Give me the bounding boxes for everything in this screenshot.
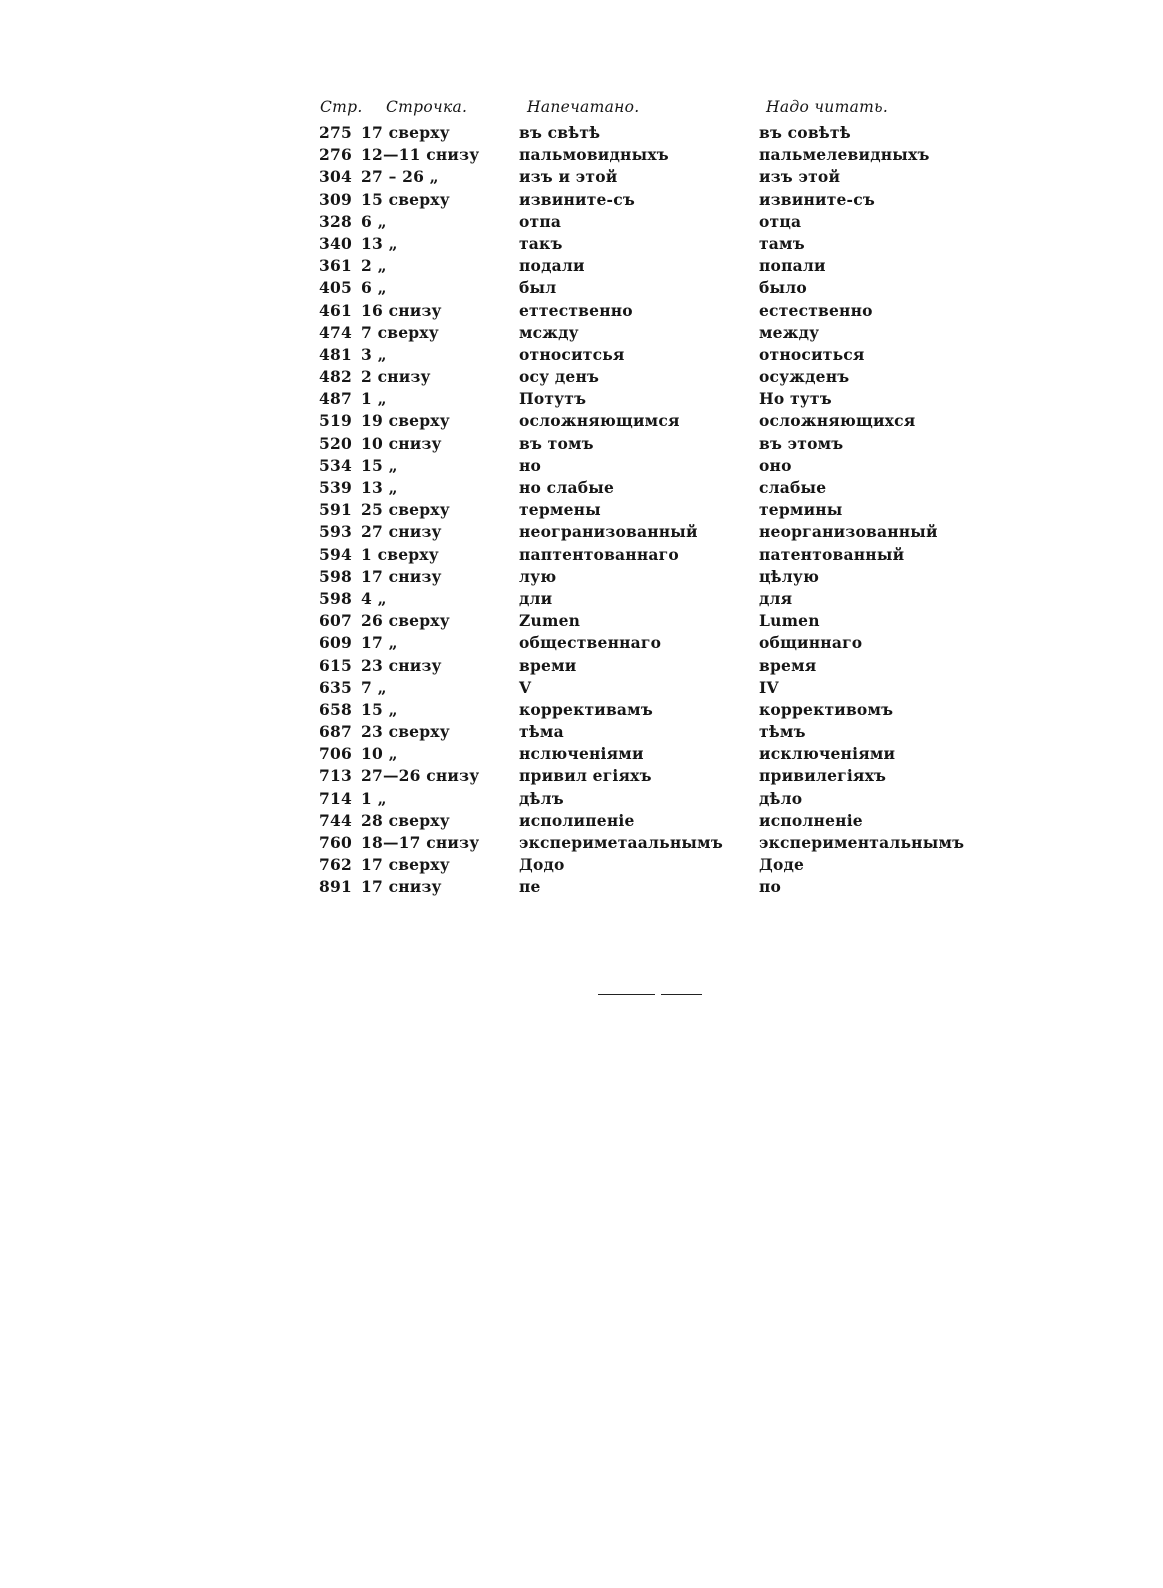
errata-row [319, 765, 959, 787]
row-should-read-text: въ совѣтѣ [759, 123, 851, 142]
errata-rows [319, 122, 965, 899]
row-should-read-text: термины [759, 500, 843, 520]
row-line-ref: 25 сверху [361, 500, 450, 520]
row-printed-text: еттественно [519, 300, 633, 320]
row-should-read-text: изъ этой [759, 167, 841, 187]
row-printed-text: лую [519, 566, 557, 586]
errata-row [319, 588, 959, 610]
row-page-number: 340 [319, 233, 352, 253]
row-should-read-text: исполненіе [759, 810, 863, 830]
row-page-number: 635 [319, 677, 352, 697]
row-line-ref: 27 снизу [361, 522, 442, 542]
row-printed-text: Потутъ [519, 389, 587, 409]
row-page-number: 276 [319, 145, 352, 165]
row-printed-text: термены [519, 500, 601, 520]
row-printed-text: дѣлъ [519, 788, 564, 808]
row-line-ref: 23 сверху [361, 722, 450, 742]
errata-row [319, 632, 959, 654]
errata-row [319, 122, 959, 144]
row-page-number: 361 [319, 256, 352, 276]
header-page: Стр. [320, 98, 363, 116]
row-line-ref: 4 „ [361, 588, 387, 608]
row-printed-text: экспериметаальнымъ [519, 833, 723, 852]
row-should-read-text: время [759, 655, 817, 675]
errata-row [319, 477, 959, 499]
errata-row [319, 699, 959, 721]
row-page-number: 487 [319, 389, 352, 409]
errata-header-row [319, 96, 959, 122]
errata-row [319, 410, 959, 432]
row-printed-text: общественнаго [519, 633, 662, 653]
row-page-number: 482 [319, 367, 352, 387]
errata-row [319, 233, 959, 255]
row-printed-text: исполипеніе [519, 810, 635, 830]
row-line-ref: 3 „ [361, 344, 387, 364]
row-should-read-text: Но тутъ [759, 389, 832, 409]
row-page-number: 275 [319, 123, 352, 142]
errata-row [319, 521, 959, 543]
row-printed-text: но слабые [519, 478, 615, 497]
row-printed-text: но [519, 455, 542, 475]
row-should-read-text: было [759, 278, 807, 298]
row-line-ref: 19 сверху [361, 411, 450, 431]
row-page-number: 591 [319, 500, 352, 520]
row-should-read-text: слабые [759, 478, 827, 497]
row-line-ref: 17 снизу [361, 566, 442, 586]
row-line-ref: 12—11 снизу [361, 145, 480, 165]
row-printed-text: осу денъ [519, 367, 600, 387]
row-should-read-text: по [759, 877, 782, 897]
row-page-number: 481 [319, 344, 352, 364]
row-line-ref: 26 сверху [361, 611, 450, 631]
row-line-ref: 2 „ [361, 256, 387, 276]
row-printed-text: въ свѣтѣ [519, 123, 601, 142]
row-page-number: 598 [319, 566, 352, 586]
errata-row [319, 388, 959, 410]
row-line-ref: 27—26 снизу [361, 766, 480, 786]
row-page-number: 405 [319, 278, 352, 298]
row-printed-text: пе [519, 877, 541, 897]
row-should-read-text: въ этомъ [759, 433, 844, 453]
errata-row [319, 743, 959, 765]
row-line-ref: 7 сверху [361, 322, 439, 342]
row-line-ref: 27 – 26 „ [361, 167, 439, 187]
row-line-ref: 13 „ [361, 233, 398, 253]
row-line-ref: 17 сверху [361, 855, 450, 875]
row-printed-text: изъ и этой [519, 167, 618, 187]
row-line-ref: 6 „ [361, 211, 387, 231]
row-printed-text: мсжду [519, 322, 579, 342]
header-printed: Напечатано. [527, 98, 640, 116]
row-page-number: 539 [319, 478, 352, 497]
errata-row [319, 610, 959, 632]
errata-row [319, 810, 959, 832]
row-should-read-text: коррективомъ [759, 699, 894, 719]
row-line-ref: 2 снизу [361, 367, 431, 387]
row-page-number: 760 [319, 833, 352, 852]
errata-row [319, 876, 959, 898]
row-page-number: 309 [319, 189, 352, 209]
row-should-read-text: Lumen [759, 611, 820, 631]
row-should-read-text: общиннаго [759, 633, 863, 653]
errata-row [319, 788, 959, 810]
errata-row [319, 189, 959, 211]
row-printed-text: нслюченіями [519, 744, 644, 764]
row-page-number: 607 [319, 611, 352, 631]
row-line-ref: 15 сверху [361, 189, 450, 209]
errata-row [319, 344, 959, 366]
row-printed-text: такъ [519, 233, 563, 253]
row-line-ref: 23 снизу [361, 655, 442, 675]
row-line-ref: 13 „ [361, 478, 398, 497]
row-printed-text: пальмовидныхъ [519, 145, 669, 165]
row-page-number: 593 [319, 522, 352, 542]
row-printed-text: коррективамъ [519, 699, 653, 719]
row-should-read-text: тамъ [759, 233, 805, 253]
row-printed-text: времи [519, 655, 577, 675]
row-page-number: 744 [319, 810, 352, 830]
row-page-number: 474 [319, 322, 352, 342]
errata-row [319, 832, 965, 854]
row-page-number: 519 [319, 411, 352, 431]
row-should-read-text: исключеніями [759, 744, 896, 764]
errata-row [319, 211, 959, 233]
row-printed-text: Zumen [519, 611, 581, 631]
row-line-ref: 1 „ [361, 788, 387, 808]
row-printed-text: дли [519, 588, 553, 608]
row-line-ref: 10 снизу [361, 433, 442, 453]
row-page-number: 658 [319, 699, 352, 719]
row-should-read-text: патентованный [759, 544, 905, 564]
row-line-ref: 28 сверху [361, 810, 450, 830]
row-line-ref: 17 снизу [361, 877, 442, 897]
row-page-number: 598 [319, 588, 352, 608]
errata-row [319, 255, 959, 277]
row-page-number: 714 [319, 788, 352, 808]
errata-row [319, 499, 959, 521]
row-page-number: 461 [319, 300, 352, 320]
row-printed-text: был [519, 278, 557, 298]
errata-table [319, 96, 965, 899]
row-line-ref: 7 „ [361, 677, 387, 697]
errata-row [319, 433, 959, 455]
row-page-number: 706 [319, 744, 352, 764]
row-line-ref: 15 „ [361, 699, 398, 719]
errata-row [319, 300, 959, 322]
row-printed-text: неогранизованный [519, 522, 698, 542]
errata-row [319, 566, 959, 588]
errata-row [319, 655, 959, 677]
row-should-read-text: IV [759, 677, 779, 697]
row-should-read-text: неорганизованный [759, 522, 938, 542]
row-printed-text: V [519, 677, 532, 697]
row-should-read-text: цѣлую [759, 566, 820, 586]
row-line-ref: 16 снизу [361, 300, 442, 320]
end-rule-right [661, 994, 702, 995]
row-line-ref: 1 сверху [361, 544, 439, 564]
row-line-ref: 6 „ [361, 278, 387, 298]
row-page-number: 713 [319, 766, 352, 786]
errata-row [319, 144, 959, 166]
row-page-number: 609 [319, 633, 352, 653]
row-page-number: 762 [319, 855, 352, 875]
errata-row [319, 322, 959, 344]
row-printed-text: тѣма [519, 722, 564, 742]
row-should-read-text: Доде [759, 855, 805, 875]
header-should-read: Надо читать. [766, 98, 889, 116]
errata-row [319, 544, 959, 566]
row-page-number: 687 [319, 722, 352, 742]
row-should-read-text: для [759, 588, 793, 608]
row-line-ref: 10 „ [361, 744, 398, 764]
row-printed-text: паптентованнаго [519, 544, 679, 564]
row-printed-text: въ томъ [519, 433, 594, 453]
errata-row [319, 677, 959, 699]
errata-row [319, 854, 959, 876]
row-page-number: 328 [319, 211, 352, 231]
row-printed-text: привил егіяхъ [519, 766, 652, 786]
row-line-ref: 15 „ [361, 455, 398, 475]
end-rule-left [598, 994, 655, 995]
row-printed-text: отпа [519, 211, 562, 231]
row-should-read-text: осужденъ [759, 367, 850, 387]
row-page-number: 304 [319, 167, 352, 187]
row-should-read-text: отца [759, 211, 802, 231]
row-printed-text: Додо [519, 855, 565, 875]
row-should-read-text: привилегіяхъ [759, 766, 887, 786]
row-should-read-text: естественно [759, 300, 873, 320]
row-should-read-text: между [759, 322, 820, 342]
row-printed-text: осложняющимся [519, 411, 680, 431]
row-line-ref: 17 „ [361, 633, 398, 653]
row-page-number: 534 [319, 455, 352, 475]
row-should-read-text: извините-съ [759, 189, 875, 209]
row-should-read-text: дѣло [759, 788, 803, 808]
row-should-read-text: попали [759, 256, 826, 276]
row-page-number: 594 [319, 544, 352, 564]
row-should-read-text: пальмелевидныхъ [759, 145, 930, 165]
row-should-read-text: тѣмъ [759, 722, 806, 742]
row-line-ref: 18—17 снизу [361, 833, 480, 852]
row-should-read-text: относиться [759, 344, 865, 364]
row-should-read-text: оно [759, 455, 792, 475]
errata-row [319, 366, 959, 388]
header-line: Строчка. [386, 98, 468, 116]
row-should-read-text: экспериментальнымъ [759, 833, 965, 852]
row-printed-text: относитсья [519, 344, 625, 364]
row-should-read-text: осложняющихся [759, 411, 916, 431]
row-line-ref: 17 сверху [361, 123, 450, 142]
row-page-number: 615 [319, 655, 352, 675]
errata-row [319, 721, 959, 743]
row-printed-text: извините-съ [519, 189, 635, 209]
errata-row [319, 455, 959, 477]
errata-row [319, 166, 959, 188]
row-page-number: 891 [319, 877, 352, 897]
row-printed-text: подали [519, 256, 585, 276]
errata-row [319, 277, 959, 299]
row-line-ref: 1 „ [361, 389, 387, 409]
row-page-number: 520 [319, 433, 352, 453]
